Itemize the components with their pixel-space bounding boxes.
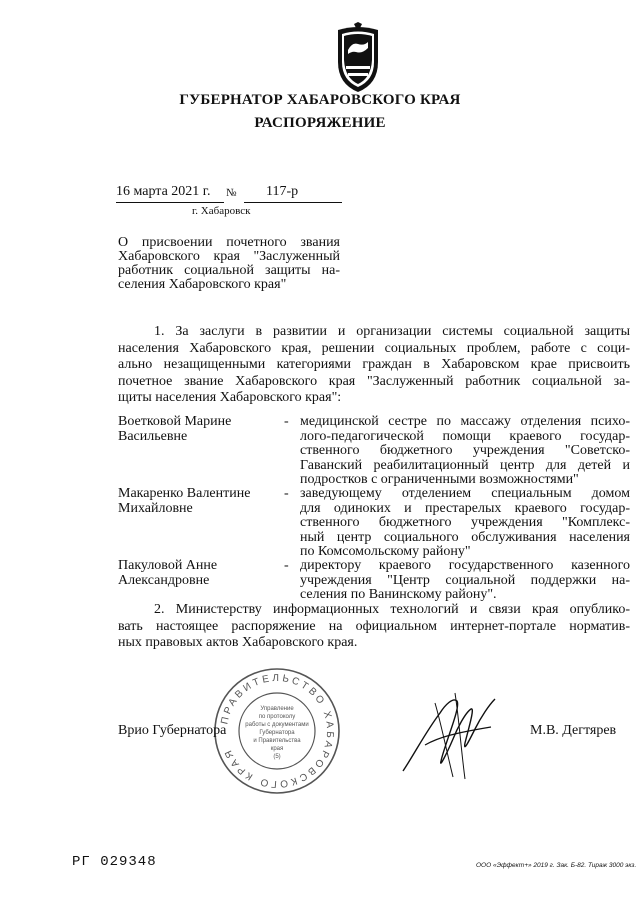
dash: - <box>284 414 289 429</box>
subject-line: Хабаровского края "Заслуженный <box>118 249 340 264</box>
handwritten-signature <box>395 683 505 783</box>
coat-of-arms-icon <box>330 22 386 96</box>
dash: - <box>284 558 289 573</box>
desc-line: ственного бюджетного учреждения "Комплекс- <box>300 515 630 530</box>
subject-line: работник социальной защиты на- <box>118 263 340 278</box>
awardee-name <box>118 415 278 444</box>
name-line: Пакуловой Анне <box>118 558 218 573</box>
seal-line: Губернатора <box>259 730 295 736</box>
desc-line: ственного бюджетного учреждения "Советско- <box>300 443 630 458</box>
awardee-description <box>300 487 630 560</box>
seal-line: работы с документами <box>245 722 309 728</box>
paragraph-line: ально незащищенными категориями граждан в Хабаровском крае присвоить <box>118 357 630 372</box>
awardee-description <box>300 559 630 603</box>
desc-line: подростков с ограниченными возможностями" <box>300 472 579 487</box>
printer-imprint: ООО «Эффект+» 2019 г. Зак. Б-82. Тираж 3000 экз. <box>476 862 637 869</box>
subject-line: О присвоении почетного звания <box>118 235 340 250</box>
document-type: РАСПОРЯЖЕНИЕ <box>254 115 386 131</box>
desc-line: селения по Ванинскому району". <box>300 587 497 602</box>
date-underline <box>116 202 224 203</box>
paragraph-line: ных правовых актов Хабаровского края. <box>118 635 358 650</box>
seal-line: (5) <box>273 754 281 760</box>
paragraph-1 <box>118 324 630 407</box>
desc-line: медицинской сестре по массажу отделения психо- <box>300 414 630 429</box>
paragraph-line: почетное звание Хабаровского края "Заслуженный работник социальной за- <box>118 373 630 389</box>
desc-line: учреждения "Центр социальной поддержки на- <box>300 572 630 588</box>
document-number: 117-р <box>266 184 299 199</box>
awardee-name <box>118 487 278 516</box>
desc-line: ный центр социального обслуживания населения <box>300 529 630 545</box>
seal-line: края <box>270 746 284 752</box>
dash: - <box>284 486 289 501</box>
document-date: 16 марта 2021 г. <box>116 184 211 199</box>
paragraph-line: 2. Министерству информационных технологий и связи края опублико- <box>154 602 630 617</box>
name-line: Воетковой Марине <box>118 414 232 429</box>
desc-line: по Комсомольскому району" <box>300 544 471 559</box>
official-seal <box>212 666 342 796</box>
desc-line: директору краевого государственного казенного <box>300 558 630 573</box>
paragraph-line: 1. За заслуги в развитии и организации системы социальной защиты <box>154 324 630 339</box>
number-label: № <box>226 187 237 199</box>
form-serial-number: РГ 029348 <box>72 854 157 870</box>
paragraph-line: щиты населения Хабаровского края": <box>118 390 342 405</box>
awardee-description <box>300 415 630 488</box>
name-line: Васильевне <box>118 428 188 444</box>
name-line: Александровне <box>118 572 210 588</box>
seal-line: и Правительства <box>253 738 301 744</box>
name-line: Макаренко Валентине <box>118 486 251 501</box>
signatory-name: М.В. Дегтярев <box>530 723 617 738</box>
paragraph-2 <box>118 602 630 652</box>
signatory-title: Врио Губернатора <box>118 723 227 738</box>
seal-line: по протоколу <box>258 714 296 720</box>
document-city: г. Хабаровск <box>192 205 251 217</box>
paragraph-line: населения Хабаровского края, решении социальных проблем, работе с соци- <box>118 340 630 356</box>
desc-line: Гаванский реабилитационный центр для детей и <box>300 457 630 473</box>
number-underline <box>244 202 342 203</box>
subject-line: селения Хабаровского края" <box>118 277 287 292</box>
desc-line: лого-педагогической помощи краевого государ- <box>300 428 630 444</box>
desc-line: заведующему отделением специальным домом <box>300 486 630 501</box>
header-title: ГУБЕРНАТОР ХАБАРОВСКОГО КРАЯ <box>179 92 461 108</box>
name-line: Михайловне <box>118 500 193 516</box>
desc-line: для одиноких и престарелых краевого государ- <box>300 500 630 516</box>
seal-ring-text: ПРАВИТЕЛЬСТВО ХАБАРОВСКОГО КРАЯ <box>219 672 336 790</box>
awardee-name <box>118 559 278 588</box>
paragraph-line: вать настоящее распоряжение на официальном интернет-портале норматив- <box>118 618 630 634</box>
document-subject <box>118 236 340 292</box>
seal-line: Управление <box>260 706 294 712</box>
